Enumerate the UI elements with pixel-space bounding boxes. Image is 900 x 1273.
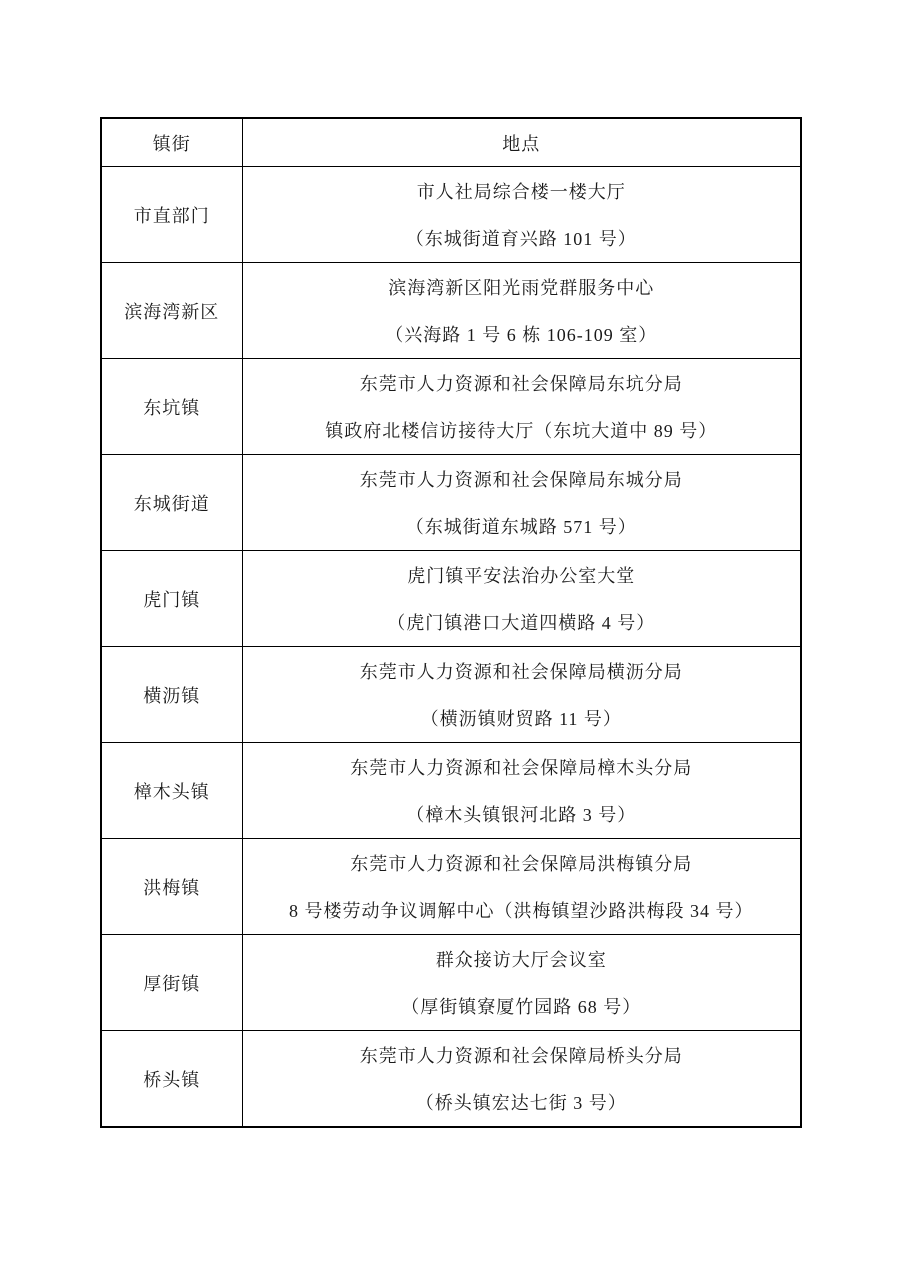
location-cell: [242, 455, 801, 551]
location-line-2: 8 号楼劳动争议调解中心（洪梅镇望沙路洪梅段 34 号）: [289, 901, 754, 922]
table-row: [101, 263, 801, 359]
location-cell: [242, 1031, 801, 1128]
table-header-row: [101, 118, 801, 167]
town-cell: 滨海湾新区: [101, 263, 242, 359]
location-cell: [242, 167, 801, 263]
location-line-1: 东莞市人力资源和社会保障局横沥分局: [359, 661, 683, 682]
location-line-2: 镇政府北楼信访接待大厅（东坑大道中 89 号）: [325, 421, 718, 442]
location-line-1: 东莞市人力资源和社会保障局东坑分局: [359, 373, 683, 394]
location-line-2: （横沥镇财贸路 11 号）: [420, 709, 622, 730]
town-cell: 虎门镇: [101, 551, 242, 647]
location-line-2: （兴海路 1 号 6 栋 106-109 室）: [385, 325, 658, 346]
table-row: [101, 647, 801, 743]
table-row: [101, 839, 801, 935]
location-line-1: 滨海湾新区阳光雨党群服务中心: [388, 277, 655, 298]
location-line-1: 群众接访大厅会议室: [435, 949, 607, 970]
location-line-1: 东莞市人力资源和社会保障局东城分局: [359, 469, 683, 490]
location-line-1: 东莞市人力资源和社会保障局樟木头分局: [350, 757, 693, 778]
town-cell: 东城街道: [101, 455, 242, 551]
town-cell: 横沥镇: [101, 647, 242, 743]
town-cell: 东坑镇: [101, 359, 242, 455]
town-cell: 市直部门: [101, 167, 242, 263]
table-row: [101, 1031, 801, 1128]
location-cell: [242, 743, 801, 839]
locations-table: [100, 117, 802, 1128]
location-line-2: （桥头镇宏达七街 3 号）: [415, 1093, 627, 1114]
table-row: [101, 935, 801, 1031]
town-cell: 樟木头镇: [101, 743, 242, 839]
town-cell: 桥头镇: [101, 1031, 242, 1128]
location-cell: [242, 935, 801, 1031]
location-cell: [242, 359, 801, 455]
table-row: [101, 359, 801, 455]
location-line-2: （东城街道育兴路 101 号）: [405, 229, 637, 250]
location-line-2: （樟木头镇银河北路 3 号）: [406, 805, 637, 826]
table-row: [101, 455, 801, 551]
location-line-2: （厚街镇寮厦竹园路 68 号）: [401, 997, 642, 1018]
town-cell: 洪梅镇: [101, 839, 242, 935]
location-line-1: 东莞市人力资源和社会保障局洪梅镇分局: [350, 853, 693, 874]
location-cell: [242, 839, 801, 935]
table-row: [101, 551, 801, 647]
location-line-2: （东城街道东城路 571 号）: [405, 517, 637, 538]
column-header-town: 镇街: [101, 118, 242, 167]
location-cell: [242, 647, 801, 743]
table-row: [101, 167, 801, 263]
location-cell: [242, 263, 801, 359]
location-cell: [242, 551, 801, 647]
table-row: [101, 743, 801, 839]
location-line-1: 虎门镇平安法治办公室大堂: [407, 565, 636, 586]
location-line-1: 东莞市人力资源和社会保障局桥头分局: [359, 1045, 683, 1066]
location-line-1: 市人社局综合楼一楼大厅: [416, 181, 626, 202]
location-line-2: （虎门镇港口大道四横路 4 号）: [387, 613, 656, 634]
town-cell: 厚街镇: [101, 935, 242, 1031]
column-header-location: 地点: [242, 118, 801, 167]
